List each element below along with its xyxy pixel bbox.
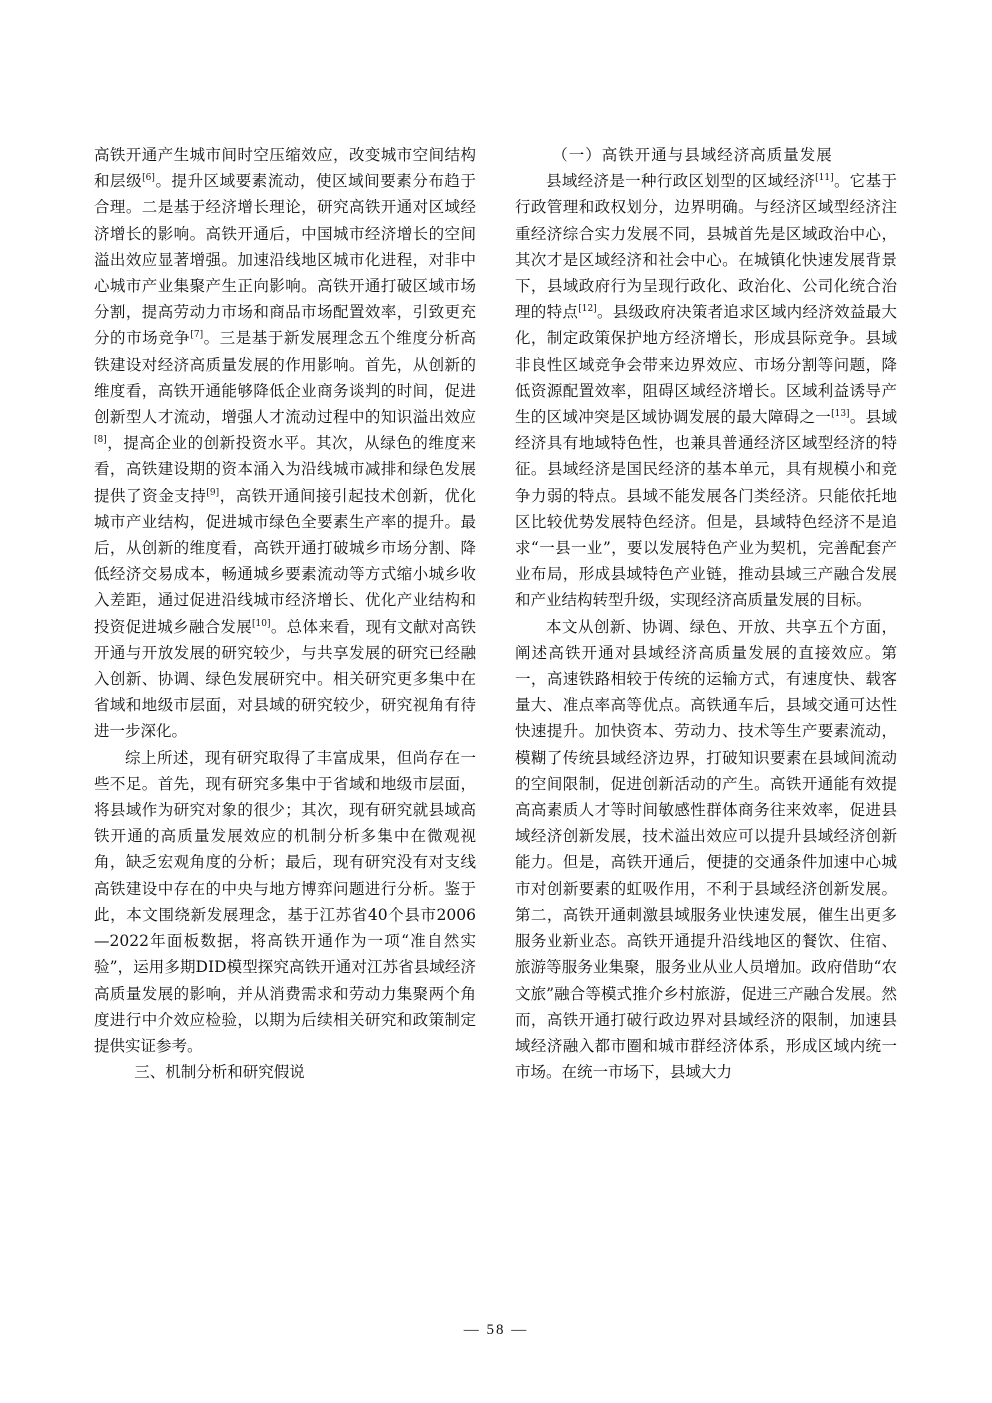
citation: [8]	[94, 435, 107, 446]
left-paragraph-1	[94, 142, 476, 745]
citation: [7]	[190, 330, 204, 341]
text-run: 。三是基于新发展理念五个维度分析高铁建设对经济高质量发展的作用影响。首先，从创新的维度看，高铁开通能够降低企业商务谈判的时间，促进创新型人才流动，增强人才流动过程中的知识溢出效应	[94, 329, 476, 427]
citation: [6]	[142, 173, 155, 184]
text-run: 。提升区域要素流动，使区域间要素分布趋于合理。二是基于经济增长理论，研究高铁开通对区域经济增长的影响。高铁开通后，中国城市经济增长的空间溢出效应显著增强。加速沿线地区城市化进程，对非中心城市产业集聚产生正向影响。高铁开通打破区域市场分割，提高劳动力市场和商品市场配置效率，引致更充分的市场竞争	[94, 172, 476, 348]
section-heading: 三、机制分析和研究假说	[134, 1063, 305, 1082]
citation: [10]	[252, 618, 271, 629]
text-run: 县域经济是一种行政区划型的区域经济	[546, 172, 816, 191]
citation: [13]	[831, 408, 850, 419]
right-column	[515, 142, 897, 1085]
text-run: 。县域经济具有地域特色性，也兼具普通经济区域型经济的特征。县域经济是国民经济的基本单元，具有规模小和竞争力弱的特点。县域不能发展各门类经济。只能依托地区比较优势发展特色经济。但是，县域特色经济不是追求“一县一业”，要以发展特色产业为契机，完善配套产业布局，形成县域特色产业链，推动县域三产融合发展和产业结构转型升级，实现经济高质量发展的目标。	[515, 408, 897, 610]
text-run: 高铁开通产生城市间时空压缩效应，改变城市空间结构和层级	[94, 146, 476, 191]
text-run: ，提高企业的创新投资水平。其次，从绿色的维度来看，高铁建设期的资本涌入为沿线城市减排和绿色发展提供了资金支持	[94, 434, 476, 505]
left-column	[94, 142, 476, 1085]
citation: [9]	[206, 487, 220, 498]
right-paragraph-1	[515, 168, 897, 613]
text-run: 。县级政府决策者追求区域内经济效益最大化，制定政策保护地方经济增长，形成县际竞争。县域非良性区域竞争会带来边界效应、市场分割等问题，降低资源配置效率，阻碍区域经济增长。区域利益诱导产生的区域冲突是区域协调发展的最大障碍之一	[515, 303, 897, 427]
text-run: ，高铁开通间接引起技术创新，优化城市产业结构，促进城市绿色全要素生产率的提升。最后，从创新的维度看，高铁开通打破城乡市场分割、降低经济交易成本，畅通城乡要素流动等方式缩小城乡收入差距，通过促进沿线城市经济增长、优化产业结构和投资促进城乡融合发展	[94, 486, 476, 636]
right-paragraph-2: 本文从创新、协调、绿色、开放、共享五个方面，阐述高铁开通对县域经济高质量发展的直接效应。第一，高速铁路相较于传统的运输方式，有速度快、载客量大、准点率高等优点。高铁通车后，县域交通可达性快速提升。加快资本、劳动力、技术等生产要素流动，模糊了传统县域经济边界，打破知识要素在县域间流动的空间限制，促进创新活动的产生。高铁开通能有效提高高素质人才等时间敏感性群体商务往来效率，促进县域经济创新发展，技术溢出效应可以提升县域经济创新能力。但是，高铁开通后，便捷的交通条件加速中心城市对创新要素的虹吸作用，不利于县域经济创新发展。第二，高铁开通刺激县域服务业快速发展，催生出更多服务业新业态。高铁开通提升沿线地区的餐饮、住宿、旅游等服务业集聚，服务业从业人员增加。政府借助“农文旅”融合等模式推介乡村旅游，促进三产融合发展。然而，高铁开通打破行政边界对县域经济的限制，加速县域经济融入都市圈和城市群经济体系，形成区域内统一市场。在统一市场下，县域大力	[515, 617, 897, 1082]
subsection-heading: （一）高铁开通与县域经济高质量发展	[552, 146, 833, 164]
text-run: 。总体来看，现有文献对高铁开通与开放发展的研究较少，与共享发展的研究已经融入创新、协调、绿色发展研究中。相关研究更多集中在省域和地级市层面，对县域的研究较少，研究视角有待进一步深化。	[94, 617, 476, 741]
citation: [11]	[815, 173, 834, 184]
citation: [12]	[578, 304, 597, 315]
page-number: — 58 —	[463, 1322, 529, 1338]
text-run: 。它基于行政管理和政权划分，边界明确。与经济区域型经济注重经济综合实力发展不同，县城首先是区域政治中心，其次才是区域经济和社会中心。在城镇化快速发展背景下，县域政府行为呈现行政化、政治化、公司化统合治理的特点	[515, 172, 897, 322]
left-paragraph-2: 综上所述，现有研究取得了丰富成果，但尚存在一些不足。首先，现有研究多集中于省域和地级市层面，将县域作为研究对象的很少；其次，现有研究就县域高铁开通的高质量发展效应的机制分析多集中在微观视角，缺乏宏观角度的分析；最后，现有研究没有对支线高铁建设中存在的中央与地方博弈问题进行分析。鉴于此，本文围绕新发展理念，基于江苏省40个县市2006—2022年面板数据，将高铁开通作为一项“准自然实验”，运用多期DID模型探究高铁开通对江苏省县域经济高质量发展的影响，并从消费需求和劳动力集聚两个角度进行中介效应检验，以期为后续相关研究和政策制定提供实证参考。	[94, 748, 476, 1055]
